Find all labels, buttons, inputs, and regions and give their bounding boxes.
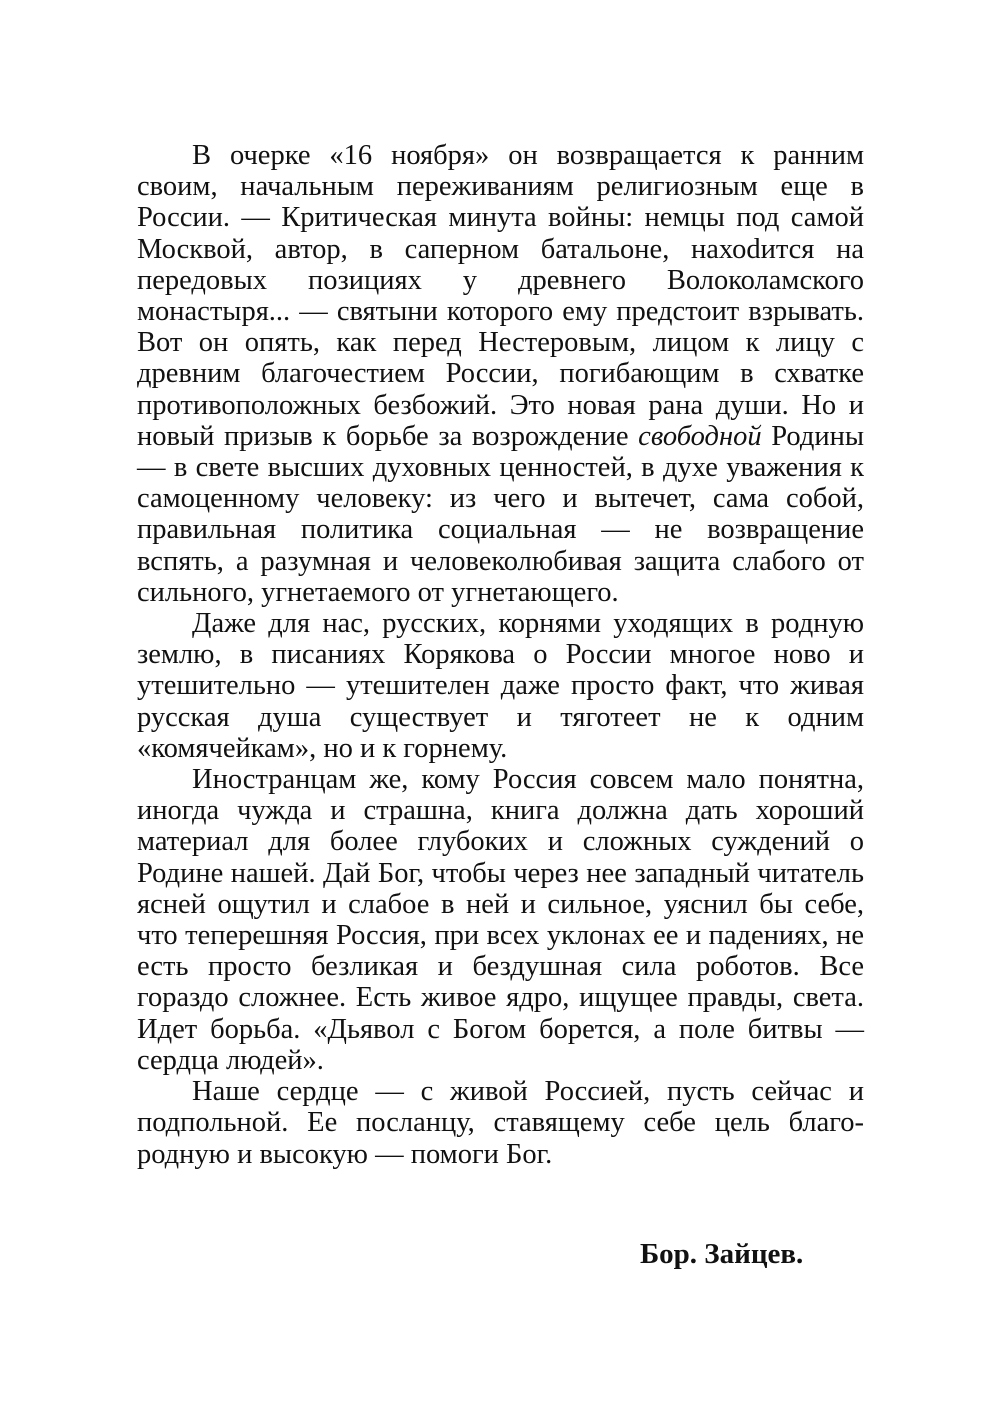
- body-text: [137, 140, 864, 1170]
- paragraph-3: Иностранцам же, кому Россия совсем мало понятна, иногда чужда и страшна, книга должна дать хороший материал для более глубоких и сложных суждений о Родине нашей. Дай Бог, чтобы через нее западный читатель ясней ощутил и слабое в ней и сильное, уяснил бы себе, что теперешняя Россия, при всех уклонах ее и падениях, не есть просто безликая и бездушная сила роботов. Все гораздо сложнее. Есть живое ядро, ищущее правды, света. Идет борьба. «Дьявол с Богом борется, а поле битвы — сердца людей».: [137, 764, 864, 1076]
- paragraph-4: Наше сердце — с живой Россией, пусть сейчас и подпольной. Ее посланцу, ставящему себе цель благородную и высокую — помоги Бог.: [137, 1076, 864, 1170]
- paragraph-1: [137, 140, 864, 608]
- paragraph-1-text-a: В очерке «16 ноября» он возвращается к ранним своим, начальным переживаниям религиозным еще в России. — Критическая минута войны: немцы под самой Москвой, автор, в саперном батальоне, нахоdится на передовых позициях у древнего Волоколамского монастыря... — святыни которого ему предстоит взрывать. Вот он опять, как перед Нестеровым, лицом к лицу с древним благочестием России, погибающим в схватке противоположных безбожий. Это новая рана души. Но и новый призыв к борьбе за возрождение: [137, 140, 864, 452]
- paragraph-1-italic-word: свободной: [638, 420, 762, 452]
- paragraph-1-text-b: Родины — в свете высших духовных ценностей, в духе уважения к самоценному человеку: из чего и вытечет, сама собой, правильная политика социальная — не возвращение вспять, а разумная и человеколюбивая защита слабого от сильного, угнетаемого от угнетающего.: [137, 420, 864, 608]
- author-signature: Бор. Зайцев.: [640, 1238, 804, 1270]
- paragraph-2: Даже для нас, русских, корнями уходящих в родную землю, в писаниях Корякова о России многое ново и утешительно — утешителен даже просто факт, что живая русская душа существует и тяготеет не к одним «комячейкам», но и к горнему.: [137, 608, 864, 764]
